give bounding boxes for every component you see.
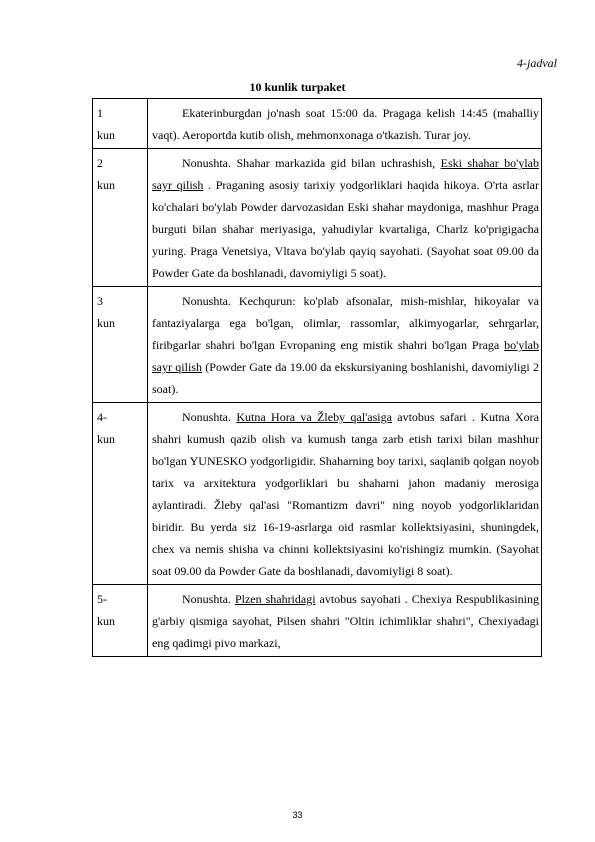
description-paragraph bbox=[152, 588, 539, 654]
description-paragraph bbox=[152, 102, 539, 146]
description-paragraph bbox=[152, 152, 539, 284]
day-cell: 2 kun bbox=[93, 149, 148, 287]
description-text: Nonushta. Kechqurun: ko'plab afsonalar, mish-mishlar, hikoyalar va fantaziyalarga ega bo'lgan, olimlar, rassomlar, alkimyogarlar, sehrgarlar, firibgarlar shahri bo'lgan Evropaning eng mistik shahri bo'lgan Praga bbox=[152, 294, 539, 352]
tour-link[interactable]: Eski shahar bo'ylab sayr qilish bbox=[152, 156, 539, 192]
itinerary-row bbox=[93, 585, 542, 657]
description-text-continued: avtobus sayohati . Chexiya Respublikasining g'arbiy qismiga sayohat, Pilsen shahri "Oltin ichimliklar shahri", Chexiyadagi eng qadimgi pivo markazi, bbox=[152, 592, 539, 650]
description-text-continued: . Praganing asosiy tarixiy yodgorliklari haqida hikoya. O'rta asrlar ko'chalari bo'ylab Powder darvozasidan Eski shahar maydoniga, mashhur Praga burguti bilan shahar meriyasiga, yahudiylar kvartaliga, Charlz ko'prigigacha yuring. Praga Venetsiya, Vltava bo'ylab qayiq sayohati. (Sayohat soat 09.00 da Powder Gate da boshlanadi, davomiyligi 5 soat). bbox=[152, 178, 539, 280]
description-cell bbox=[148, 287, 542, 403]
description-text-continued: avtobus safari . Kutna Xora shahri kumush qazib olish va kumush tanga zarb etish tarixi bilan mashhur bo'lgan YUNESKO yodgorligidir. Shaharning boy tarixi, saqlanib qolgan noyob tarix va arxitektura yodgorliklari bu shaharni jahon madaniy merosiga aylantiradi. Žleby qal'asi "Romantizm davri" ning noyob yodgorliklaridan biridir. Bu yerda siz 16-19-asrlarga oid rasmlar kollektsiyasini, shuningdek, chex va nemis shisha va chinni kollektsiyasini ko'rishingiz mumkin. (Sayohat soat 09.00 da Powder Gate da boshlanadi, davomiyligi 8 soat). bbox=[152, 410, 539, 578]
tour-link[interactable]: bo'ylab sayr qilish bbox=[152, 338, 539, 374]
description-cell bbox=[148, 149, 542, 287]
day-cell: 3 kun bbox=[93, 287, 148, 403]
description-text: Nonushta. bbox=[182, 410, 237, 424]
itinerary-row bbox=[93, 149, 542, 287]
description-text: Nonushta. bbox=[182, 592, 235, 606]
description-paragraph bbox=[152, 406, 539, 582]
day-cell: 4- kun bbox=[93, 403, 148, 585]
tour-link[interactable]: Kutna Hora va Žleby qal'asiga bbox=[236, 410, 392, 424]
description-text: Ekaterinburgdan jo'nash soat 15:00 da. Pragaga kelish 14:45 (mahalliy vaqt). Aeroportda kutib olish, mehmonxonaga o'tkazish. Turar joy. bbox=[152, 106, 539, 142]
itinerary-table bbox=[92, 98, 542, 657]
itinerary-table-body bbox=[93, 99, 542, 657]
tour-link[interactable]: Plzen shahridagi bbox=[234, 592, 316, 606]
itinerary-row bbox=[93, 403, 542, 585]
description-cell bbox=[148, 403, 542, 585]
description-text: Nonushta. Shahar markazida gid bilan uchrashish, bbox=[182, 156, 441, 170]
table-number-label: 4-jadval bbox=[517, 56, 557, 70]
day-cell: 5- kun bbox=[93, 585, 148, 657]
table-title: 10 kunlik turpaket bbox=[249, 80, 346, 94]
itinerary-row bbox=[93, 99, 542, 149]
description-cell bbox=[148, 585, 542, 657]
itinerary-row bbox=[93, 287, 542, 403]
page-number: 33 bbox=[292, 810, 303, 820]
description-text-continued: (Powder Gate da 19.00 da ekskursiyaning boshlanishi, davomiyligi 2 soat). bbox=[152, 360, 539, 396]
description-paragraph bbox=[152, 290, 539, 400]
description-cell bbox=[148, 99, 542, 149]
day-cell: 1 kun bbox=[93, 99, 148, 149]
